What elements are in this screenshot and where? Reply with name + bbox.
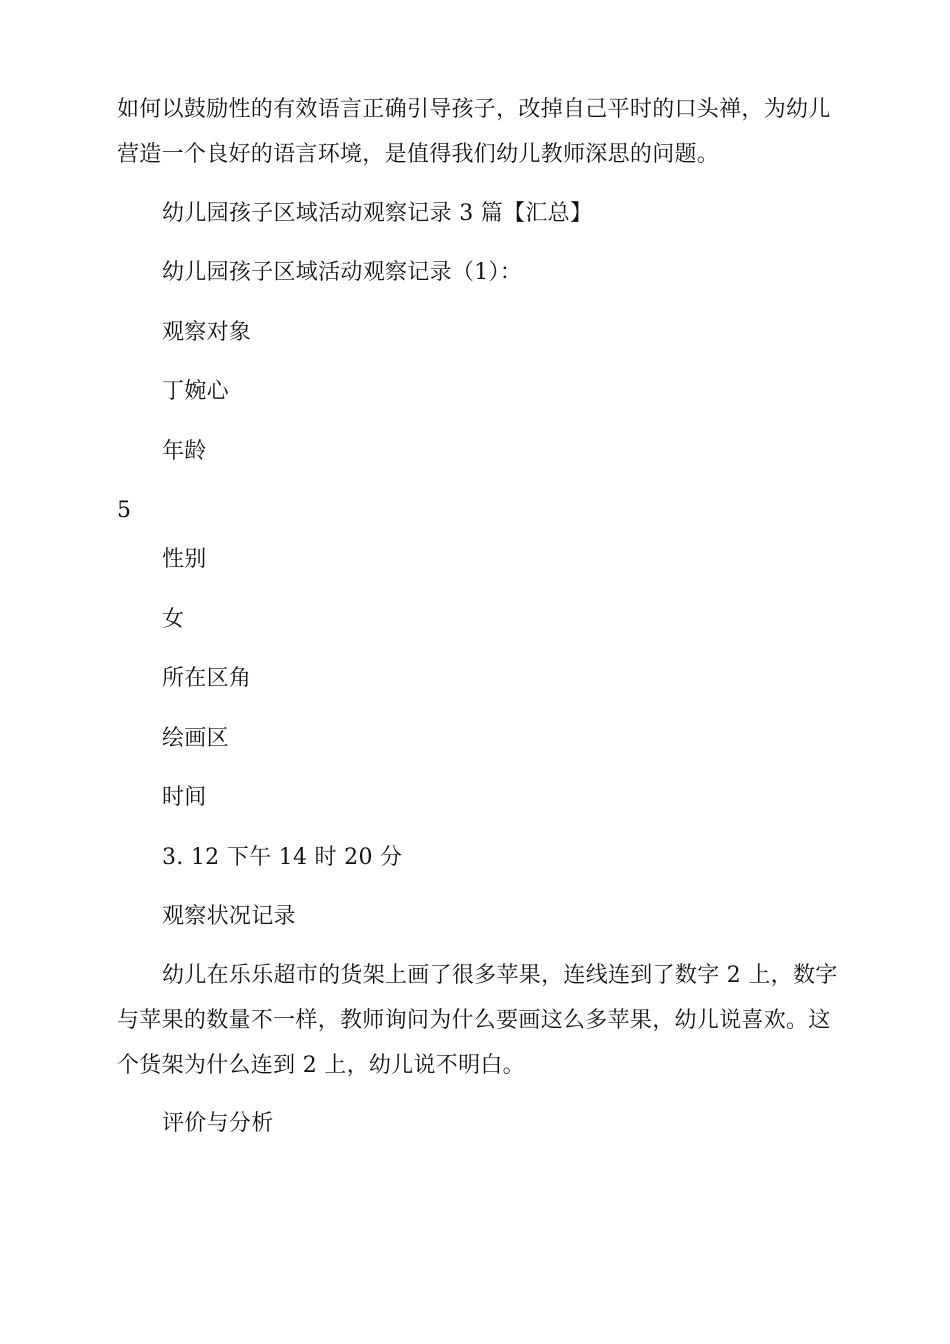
- observation-line-2: 与苹果的数量不一样，教师询问为什么要画这么多苹果，幼儿说喜欢。这: [117, 1008, 831, 1033]
- object-value: 丁婉心: [162, 379, 229, 404]
- gender-value: 女: [162, 607, 185, 632]
- age-value: 5: [117, 498, 132, 523]
- gender-label: 性别: [162, 547, 207, 572]
- observation-line-3: 个货架为什么连到 2 上，幼儿说不明白。: [117, 1053, 525, 1078]
- observation-label: 观察状况记录: [162, 904, 296, 929]
- object-label: 观察对象: [162, 320, 252, 345]
- intro-line-2: 营造一个良好的语言环境，是值得我们幼儿教师深思的问题。: [117, 142, 720, 167]
- evaluation-label: 评价与分析: [162, 1111, 274, 1136]
- document-heading: 幼儿园孩子区域活动观察记录 3 篇【汇总】: [162, 201, 593, 226]
- area-label: 所在区角: [162, 666, 252, 691]
- time-value: 3. 12 下午 14 时 20 分: [162, 845, 403, 870]
- observation-line-1: 幼儿在乐乐超市的货架上画了很多苹果，连线连到了数字 2 上，数字: [162, 963, 838, 988]
- area-value: 绘画区: [162, 726, 229, 751]
- age-label: 年龄: [162, 439, 207, 464]
- time-label: 时间: [162, 785, 207, 810]
- record-subheading: 幼儿园孩子区域活动观察记录（1）：: [162, 260, 523, 285]
- intro-line-1: 如何以鼓励性的有效语言正确引导孩子，改掉自己平时的口头禅，为幼儿: [117, 97, 831, 122]
